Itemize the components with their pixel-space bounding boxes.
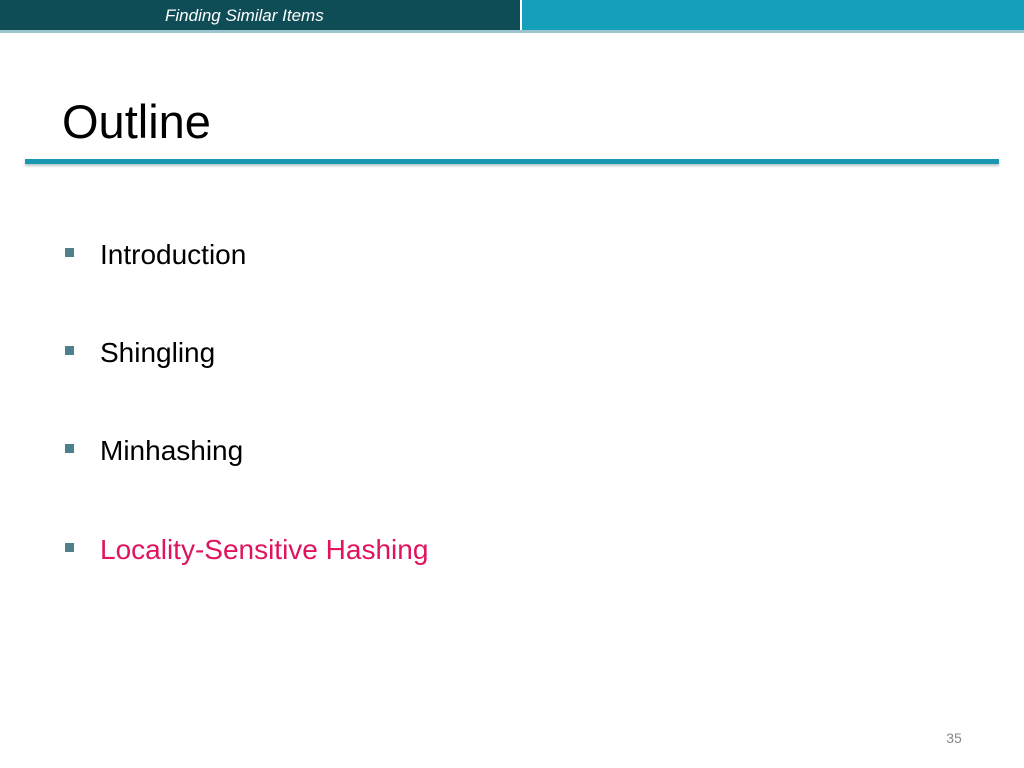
outline-item-shingling <box>62 336 762 376</box>
outline-item-minhashing <box>62 434 762 474</box>
square-bullet-icon <box>65 543 74 552</box>
outline-item-label-highlighted: Locality-Sensitive Hashing <box>100 534 429 565</box>
header-bar-shadow <box>0 30 1024 33</box>
square-bullet-icon <box>65 346 74 355</box>
title-divider <box>25 159 999 164</box>
square-bullet-icon <box>65 248 74 257</box>
slide-title: Outline <box>62 95 211 148</box>
header-bar <box>0 0 1024 33</box>
square-bullet-icon <box>65 444 74 453</box>
outline-item-introduction <box>62 238 762 278</box>
outline-item-label: Introduction <box>100 239 247 270</box>
page-number: 35 <box>946 730 962 746</box>
outline-item-label: Minhashing <box>100 435 244 466</box>
outline-item-lsh <box>62 533 762 573</box>
outline-item-label: Shingling <box>100 337 216 368</box>
header-bar-light-segment <box>522 0 1024 30</box>
course-title: Finding Similar Items <box>165 6 324 25</box>
